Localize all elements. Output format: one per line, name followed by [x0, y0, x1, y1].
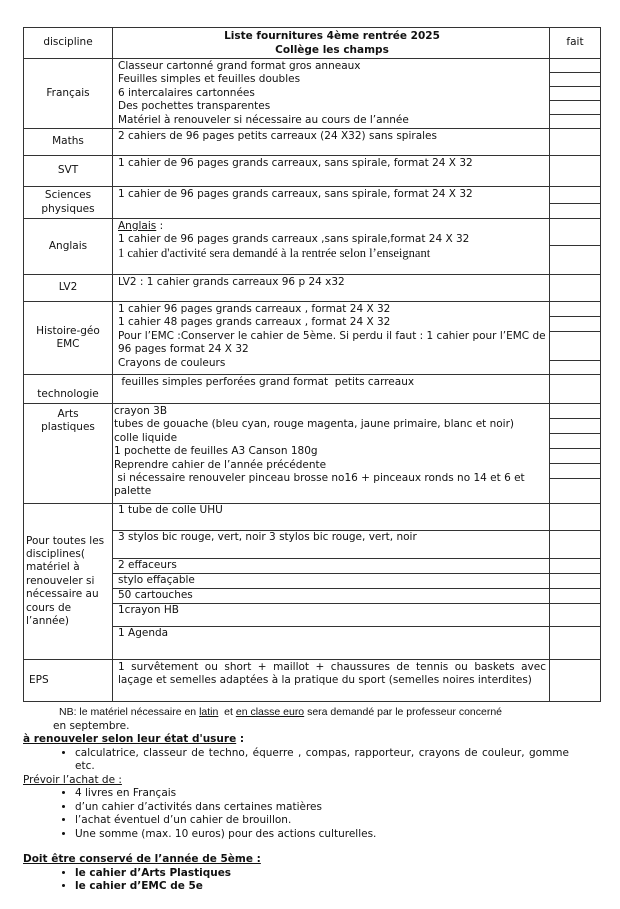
list-item: 1 survêtement ou short + maillot + chaussures de tennis ou baskets avec laçage et semelles adaptées à la pratique du sport (semelles noires interdites) [118, 661, 546, 687]
list-title [113, 28, 550, 59]
list-item: 50 cartouches [113, 589, 549, 604]
nb-and: et [218, 706, 236, 718]
discipline-lv2: LV2 [24, 275, 113, 302]
row-sciences [24, 187, 601, 219]
row-technologie [24, 375, 601, 404]
list-item: Feuilles simples et feuilles doubles [118, 73, 301, 86]
discipline-francais: Français [24, 59, 113, 129]
nb-latin: latin [199, 706, 219, 718]
content-eps [113, 660, 550, 702]
check-eps[interactable] [550, 660, 601, 702]
discipline-histoire-line1: Histoire-géo [36, 324, 100, 337]
header-row [24, 28, 601, 59]
nb-note [23, 706, 599, 720]
list-item: • 4 livres en Français [75, 787, 599, 801]
list-item: Reprendre cahier de l’année précédente [114, 458, 327, 471]
check-technologie[interactable] [550, 375, 601, 404]
check-maths[interactable] [550, 129, 601, 156]
list-item: • d’un cahier d’activités dans certaines matières [75, 801, 599, 815]
list-item: 1 tube de colle UHU [113, 504, 549, 531]
row-histoire [24, 302, 601, 375]
content-svt [113, 156, 550, 187]
list-item: • le cahier d’Arts Plastiques [75, 867, 599, 881]
content-francais [113, 59, 550, 129]
list-item: colle liquide [114, 431, 178, 444]
renew-heading-colon: : [236, 733, 245, 745]
discipline-toutes: Pour toutes les disciplines( matériel à renouveler si nécessaire au cours de l’année) [24, 504, 113, 660]
list-item: tubes de gouache (bleu cyan, rouge magenta, jaune primaire, blanc et noir) [114, 418, 515, 431]
content-histoire [113, 302, 550, 375]
discipline-svt: SVT [24, 156, 113, 187]
discipline-technologie: technologie [24, 375, 113, 404]
row-maths [24, 129, 601, 156]
nb-line2: en septembre. [53, 719, 130, 732]
buy-list [23, 787, 599, 841]
list-item: 1 cahier de 96 pages grands carreaux ,sans spirale,format 24 X 32 [118, 233, 470, 246]
discipline-maths: Maths [24, 129, 113, 156]
list-item: Classeur cartonné grand format gros anneaux [118, 60, 361, 72]
content-maths [113, 129, 550, 156]
nb-euro: en classe euro [235, 706, 305, 718]
check-lv2[interactable] [550, 275, 601, 302]
content-sciences [113, 187, 550, 219]
list-item: • calculatrice, classeur de techno, équerre , compas, rapporteur, crayons de couleur, gomme etc. [75, 747, 599, 774]
list-item: crayon 3B [114, 405, 168, 418]
list-item: Pour l’EMC :Conserver le cahier de 5ème. Si perdu il faut : 1 cahier pour l’EMC de 96 pages format 24 X 32 [118, 329, 546, 356]
discipline-arts-line2: plastiques [41, 421, 95, 434]
list-item: 1 cahier d'activité sera demandé à la rentrée selon l’enseignant [118, 245, 431, 260]
fait-header: fait [550, 28, 601, 59]
list-item: 1 Agenda [118, 627, 169, 640]
supplies-table [23, 27, 601, 702]
discipline-histoire-line2: EMC [56, 338, 80, 351]
discipline-sciences-line2: physiques [41, 202, 95, 215]
check-arts[interactable] [550, 404, 601, 504]
nb-suffix: sera demandé par le professeur concerné [304, 706, 503, 718]
content-toutes [113, 504, 550, 660]
check-toutes[interactable] [550, 504, 601, 660]
nb-prefix: NB: le matériel nécessaire en [59, 706, 200, 718]
check-svt[interactable] [550, 156, 601, 187]
anglais-heading-suffix: : [156, 220, 164, 233]
list-item: 1 cahier de 96 pages grands carreaux, sans spirale, format 24 X 32 [118, 188, 473, 201]
content-anglais [113, 219, 550, 275]
row-svt [24, 156, 601, 187]
check-francais[interactable] [550, 59, 601, 129]
buy-heading: Prévoir l’achat de : [23, 773, 122, 786]
anglais-heading-label: Anglais [118, 220, 157, 233]
list-item: 6 intercalaires cartonnées [118, 86, 255, 99]
keep-list [23, 867, 599, 894]
list-item: 1 cahier 96 pages grands carreaux , format 24 X 32 [118, 303, 391, 316]
discipline-histoire [24, 302, 113, 375]
content-technologie [113, 375, 550, 404]
row-lv2 [24, 275, 601, 302]
list-item: 1 pochette de feuilles A3 Canson 180g [114, 445, 318, 458]
list-item: stylo effaçable [113, 574, 549, 589]
list-item: 3 stylos bic rouge, vert, noir 3 stylos bic rouge, vert, noir [113, 531, 549, 559]
check-anglais[interactable] [550, 219, 601, 275]
keep-heading: Doit être conservé de l’année de 5ème : [23, 853, 261, 865]
list-item: Crayons de couleurs [118, 356, 226, 369]
list-item: • l’achat éventuel d’un cahier de brouillon. [75, 814, 599, 828]
renew-heading-label: à renouveler selon leur état d'usure [23, 733, 237, 745]
discipline-sciences-line1: Sciences [44, 189, 92, 202]
row-francais [24, 59, 601, 129]
discipline-anglais: Anglais [24, 219, 113, 275]
row-toutes [24, 504, 601, 660]
list-item: Matériel à renouveler si nécessaire au cours de l’année [118, 113, 409, 126]
renew-list [23, 747, 599, 774]
anglais-heading [118, 220, 546, 233]
renew-heading [23, 733, 599, 747]
title-line-1: Liste fournitures 4ème rentrée 2025 [224, 30, 440, 42]
content-lv2 [113, 275, 550, 302]
list-item: 2 cahiers de 96 pages petits carreaux (24 X32) sans spirales [118, 130, 437, 143]
row-anglais [24, 219, 601, 275]
discipline-header: discipline [24, 28, 113, 59]
check-histoire[interactable] [550, 302, 601, 375]
content-arts [113, 404, 550, 504]
list-item: feuilles simples perforées grand format petits carreaux [118, 376, 415, 389]
list-item: 2 effaceurs [113, 559, 549, 574]
row-arts [24, 404, 601, 504]
discipline-arts-line1: Arts [57, 408, 79, 421]
list-item: • le cahier d’EMC de 5e [75, 880, 599, 894]
list-item: 1crayon HB [113, 604, 549, 627]
list-item: 1 cahier de 96 pages grands carreaux, sans spirale, format 24 X 32 [118, 157, 473, 170]
discipline-eps: EPS [24, 660, 113, 702]
row-eps [24, 660, 601, 702]
list-item: LV2 : 1 cahier grands carreaux 96 p 24 x32 [118, 276, 345, 289]
discipline-sciences [24, 187, 113, 219]
check-sciences[interactable] [550, 187, 601, 219]
discipline-arts [24, 404, 113, 504]
list-item: si nécessaire renouveler pinceau brosse no16 + pinceaux ronds no 14 et 6 et palette [114, 472, 529, 498]
list-item: Des pochettes transparentes [118, 100, 271, 113]
notes-section [23, 706, 599, 894]
list-item: • Une somme (max. 10 euros) pour des actions culturelles. [75, 828, 599, 842]
list-item: 1 cahier 48 pages grands carreaux , format 24 X 32 [118, 316, 391, 329]
title-line-2: Collège les champs [275, 44, 389, 56]
